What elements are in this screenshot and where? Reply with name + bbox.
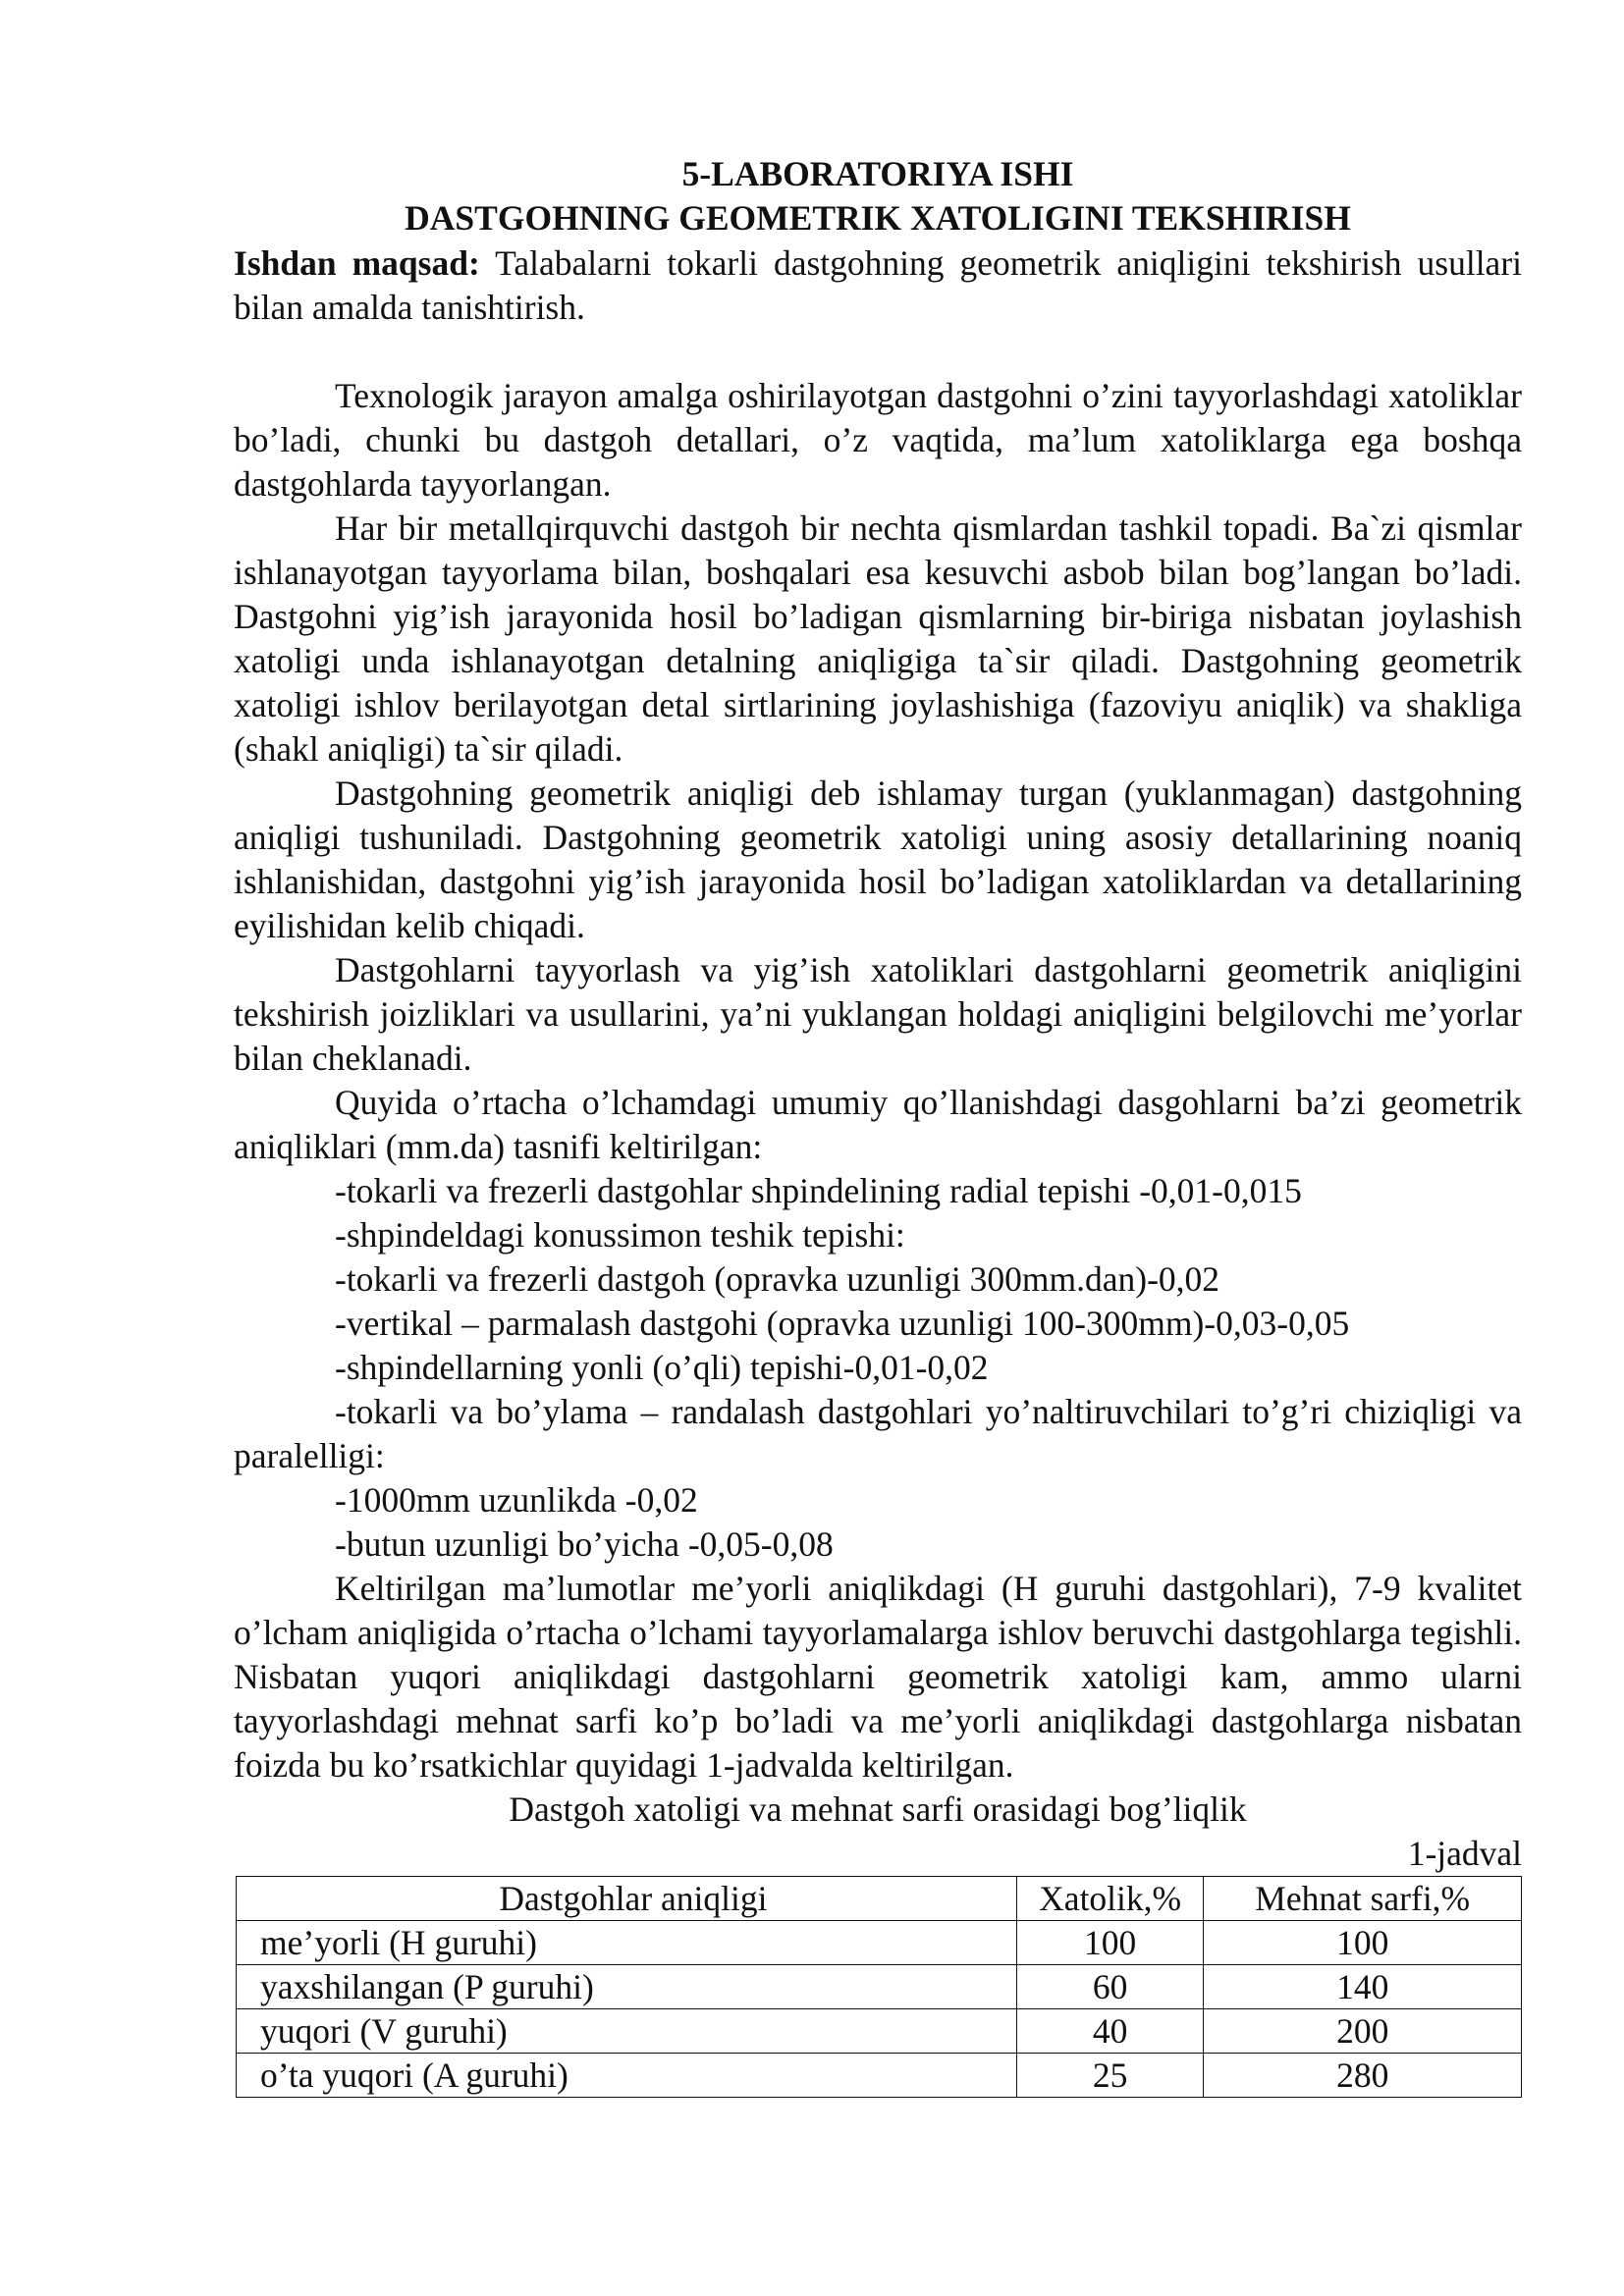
list-item: -shpindeldagi konussimon teshik tepishi: <box>335 1215 905 1255</box>
table-cell: yuqori (V guruhi) <box>237 2009 1017 2054</box>
lab-title: 5-LABORATORIYA ISHI <box>681 154 1074 193</box>
table-row <box>237 1965 1522 2009</box>
list-item: -shpindellarning yonli (o’qli) tepishi-0,01-0,02 <box>335 1348 989 1387</box>
aim-paragraph <box>234 241 1522 330</box>
table-cell: 100 <box>1016 1921 1204 1965</box>
table-cell: 100 <box>1204 1921 1522 1965</box>
body-paragraph: Dastgohlarni tayyorlash va yig’ish xatoliklari dastgohlarni geometrik aniqligini tekshirish joizliklari va usullarini, ya’ni yuklangan holdagi aniqligini belgilovchi me’yorlar bilan cheklanadi. <box>234 950 1522 1078</box>
table-row <box>237 2009 1522 2054</box>
body-paragraph: Texnologik jarayon amalga oshirilayotgan dastgohni o’zini tayyorlashdagi xatoliklar bo’ladi, chunki bu dastgoh detallari, o’z vaqtida, ma’lum xatoliklarga ega boshqa dastgohlarda tayyorlangan. <box>234 376 1522 504</box>
list-item: -tokarli va frezerli dastgoh (opravka uzunligi 300mm.dan)-0,02 <box>335 1259 1220 1299</box>
list-item: -butun uzunligi bo’yicha -0,05-0,08 <box>335 1524 834 1564</box>
table-cell: 40 <box>1016 2009 1204 2054</box>
list-item: -tokarli va bo’ylama – randalash dastgohlari yo’naltiruvchilari to’g’ri chiziqligi va paralelligi: <box>234 1392 1522 1475</box>
table-cell: 60 <box>1016 1965 1204 2009</box>
table-row <box>237 1921 1522 1965</box>
paragraph-gap <box>234 330 1522 374</box>
accuracy-table <box>236 1876 1522 2098</box>
table-cell: 200 <box>1204 2009 1522 2054</box>
table-row <box>237 2054 1522 2098</box>
aim-text: Talabalarni tokarli dastgohning geometrik aniqligini tekshirish usullari bilan amalda tanishtirish. <box>234 243 1523 327</box>
list-item: -tokarli va frezerli dastgohlar shpindelining radial tepishi -0,01-0,015 <box>335 1171 1302 1210</box>
body-paragraph: Quyida o’rtacha o’lchamdagi umumiy qo’llanishdagi dasgohlarni ba’zi geometrik aniqliklari (mm.da) tasnifi keltirilgan: <box>234 1083 1522 1166</box>
list-item: -vertikal – parmalash dastgohi (opravka uzunligi 100-300mm)-0,03-0,05 <box>335 1304 1350 1343</box>
document-page <box>234 152 1522 2098</box>
table-header-cell: Dastgohlar aniqligi <box>237 1877 1017 1921</box>
body-paragraph: Dastgohning geometrik aniqligi deb ishlamay turgan (yuklanmagan) dastgohning aniqligi tushuniladi. Dastgohning geometrik xatoligi uning asosiy detallarining noaniq ishlanishidan, dastgohni yig’ish jarayonida hosil bo’ladigan xatoliklardan va detallarining eyilishidan kelib chiqadi. <box>234 774 1522 945</box>
table-header-row <box>237 1877 1522 1921</box>
table-cell: o’ta yuqori (A guruhi) <box>237 2054 1017 2098</box>
table-cell: 140 <box>1204 1965 1522 2009</box>
table-cell: 280 <box>1204 2054 1522 2098</box>
list-item: -1000mm uzunlikda -0,02 <box>335 1480 698 1520</box>
table-number: 1-jadval <box>1407 1834 1522 1873</box>
body-paragraph: Har bir metallqirquvchi dastgoh bir nechta qismlardan tashkil topadi. Ba`zi qismlar ishlanayotgan tayyorlama bilan, boshqalari esa kesuvchi asbob bilan bog’langan bo’ladi. Dastgohni yig’ish jarayonida hosil bo’ladigan qismlarning bir-biriga nisbatan joylashish xatoligi unda ishlanayotgan detalning aniqligiga ta`sir qiladi. Dastgohning geometrik xatoligi ishlov berilayotgan detal sirtlarining joylashishiga (fazoviyu aniqlik) va shakliga (shakl aniqligi) ta`sir qiladi. <box>234 508 1522 769</box>
table-cell: yaxshilangan (P guruhi) <box>237 1965 1017 2009</box>
lab-subtitle: DASTGOHNING GEOMETRIK XATOLIGINI TEKSHIRISH <box>405 198 1351 238</box>
table-caption: Dastgoh xatoligi va mehnat sarfi orasidagi bog’liqlik <box>509 1789 1247 1829</box>
table-cell: me’yorli (H guruhi) <box>237 1921 1017 1965</box>
table-header-cell: Mehnat sarfi,% <box>1204 1877 1522 1921</box>
table-cell: 25 <box>1016 2054 1204 2098</box>
aim-label: Ishdan maqsad: <box>234 243 480 283</box>
closing-paragraph: Keltirilgan ma’lumotlar me’yorli aniqlikdagi (H guruhi dastgohlari), 7-9 kvalitet o’lcham aniqligida o’rtacha o’lchami tayyorlamalarga ishlov beruvchi dastgohlarga tegishli. Nisbatan yuqori aniqlikdagi dastgohlarni geometrik xatoligi kam, ammo ularni tayyorlashdagi mehnat sarfi ko’p bo’ladi va me’yorli aniqlikdagi dastgohlarga nisbatan foizda bu ko’rsatkichlar quyidagi 1-jadvalda keltirilgan. <box>234 1569 1522 1785</box>
table-header-cell: Xatolik,% <box>1016 1877 1204 1921</box>
